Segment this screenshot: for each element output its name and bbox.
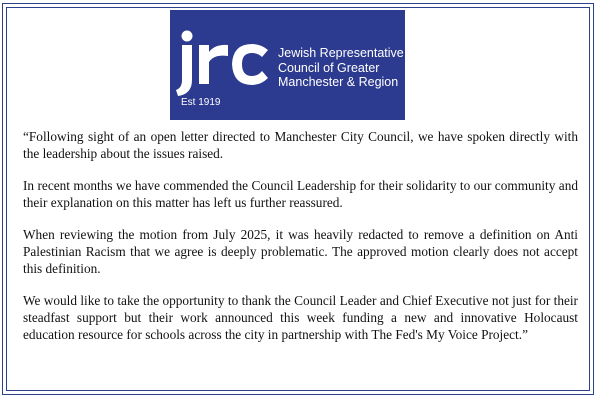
organisation-name (278, 46, 404, 90)
paragraph-1: “Following sight of an open letter directed to Manchester City Council, we have spoken directly with the leadership about the issues raised. (23, 129, 578, 161)
paragraph-2: In recent months we have commended the Council Leadership for their solidarity to our community and their explanation on this matter has left us further reassured. (23, 178, 578, 210)
established-year: Est 1919 (181, 97, 221, 108)
jrc-monogram (170, 10, 280, 110)
organisation-name-line-3: Manchester & Region (278, 75, 399, 89)
statement-text (23, 128, 578, 358)
paragraph-3: When reviewing the motion from July 2025, it was heavily redacted to remove a definition on Anti Palestinian Racism that we agree is deeply problematic. The approved motion clearly does not accept this definition. (23, 227, 578, 276)
jrc-logo (170, 10, 405, 120)
organisation-name-line-1: Jewish Representative (278, 46, 404, 60)
organisation-name-line-2: Council of Greater (278, 60, 380, 75)
paragraph-4: We would like to take the opportunity to thank the Council Leader and Chief Executive not just for their steadfast support but their work announced this week funding a new and innovative Holocaust education resource for schools across the city in partnership with The Fed's My Voice Project.” (23, 293, 578, 342)
